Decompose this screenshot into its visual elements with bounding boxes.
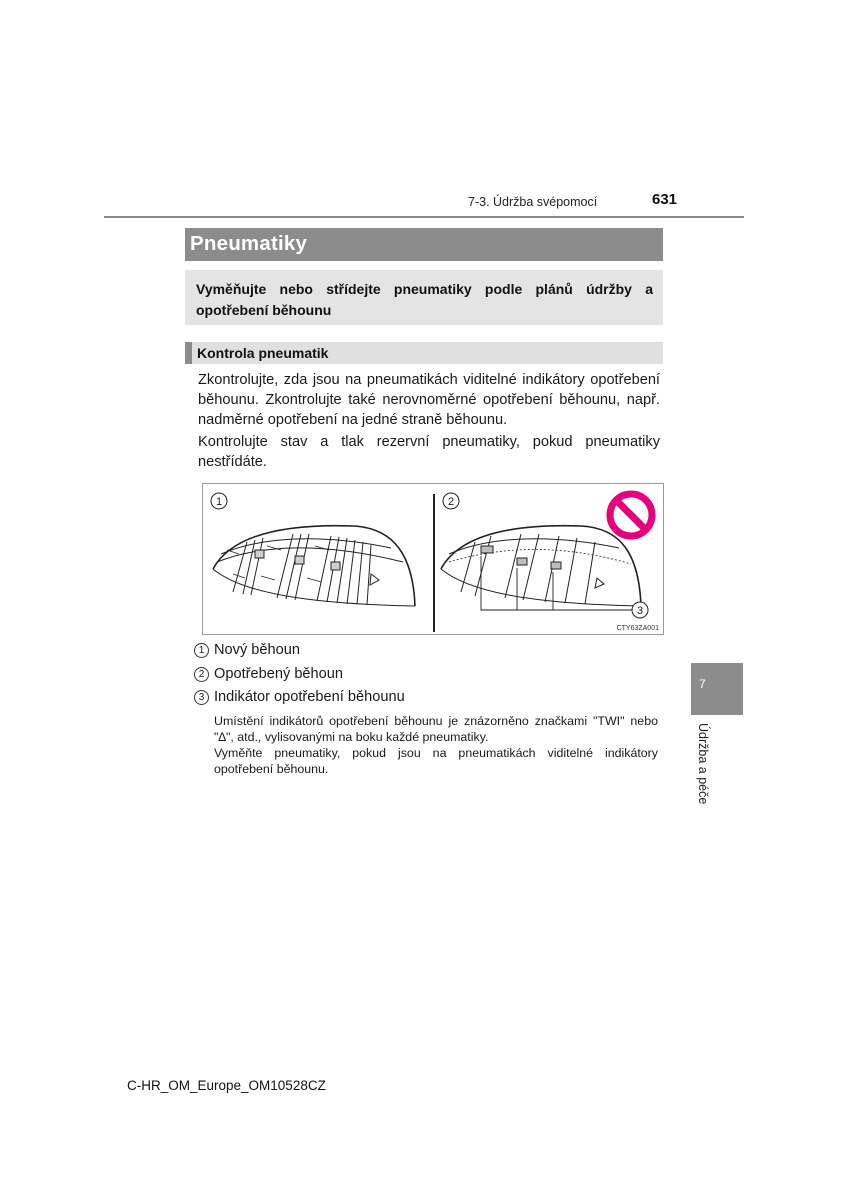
page-title-bar bbox=[185, 228, 663, 261]
chapter-number: 7 bbox=[699, 677, 706, 691]
callout-number: 3 bbox=[636, 605, 644, 617]
panel-1-label bbox=[211, 493, 227, 509]
note-replace-tires: Vyměňte pneumatiky, pokud jsou na pneumatikách viditelné indikátory opotřebení běhounu. bbox=[214, 746, 658, 776]
legend-item-wear-indicator bbox=[194, 689, 405, 705]
prohibition-icon bbox=[610, 494, 652, 536]
tire-illustration bbox=[203, 484, 665, 636]
note-indicator-location: Umístění indikátorů opotřebení běhounu je znázorněno značkami "TWI" nebo "∆", atd., vylisovanými na boku každé pneumatiky. bbox=[214, 714, 658, 744]
chapter-label: Údržba a péče bbox=[696, 723, 710, 805]
summary-box: Vyměňujte nebo střídejte pneumatiky podle plánů údržby a opotřebení běhounu bbox=[185, 270, 663, 325]
legend-number: 2 bbox=[194, 667, 209, 682]
document-footer: C-HR_OM_Europe_OM10528CZ bbox=[127, 1078, 326, 1093]
wear-indicator-callout bbox=[632, 602, 648, 618]
legend-text: Indikátor opotřebení běhounu bbox=[214, 689, 405, 705]
legend-text: Nový běhoun bbox=[214, 642, 301, 658]
legend-item-worn-tread bbox=[194, 666, 343, 682]
subsection-header bbox=[185, 342, 663, 364]
worn-tread-panel bbox=[441, 526, 641, 610]
chapter-tab bbox=[691, 663, 743, 715]
tire-tread-figure bbox=[202, 483, 664, 635]
panel-1-number: 1 bbox=[215, 496, 223, 508]
legend-number: 3 bbox=[194, 690, 209, 705]
paragraph-wear-indicators: Zkontrolujte, zda jsou na pneumatikách viditelné indikátory opotřebení běhounu. Zkontrolujte také nerovnoměrné opotřebení běhounu, např. nadměrné opotřebení na jedné straně běhounu. bbox=[198, 372, 660, 428]
header-divider bbox=[104, 216, 744, 218]
paragraph-spare-tire: Kontrolujte stav a tlak rezervní pneumatiky, pokud pneumatiky nestřídáte. bbox=[198, 434, 660, 470]
page-number: 631 bbox=[652, 191, 678, 208]
legend-item-new-tread bbox=[194, 642, 300, 658]
page-title: Pneumatiky bbox=[190, 232, 308, 255]
legend-number: 1 bbox=[194, 643, 209, 658]
panel-2-label bbox=[443, 493, 459, 509]
panel-2-number: 2 bbox=[447, 496, 455, 508]
subsection-title: Kontrola pneumatik bbox=[197, 345, 329, 361]
new-tread-panel bbox=[213, 526, 415, 606]
legend-text: Opotřebený běhoun bbox=[214, 666, 344, 682]
section-header: 7-3. Údržba svépomocí bbox=[468, 195, 598, 209]
figure-code: CTY63ZA001 bbox=[616, 625, 659, 632]
